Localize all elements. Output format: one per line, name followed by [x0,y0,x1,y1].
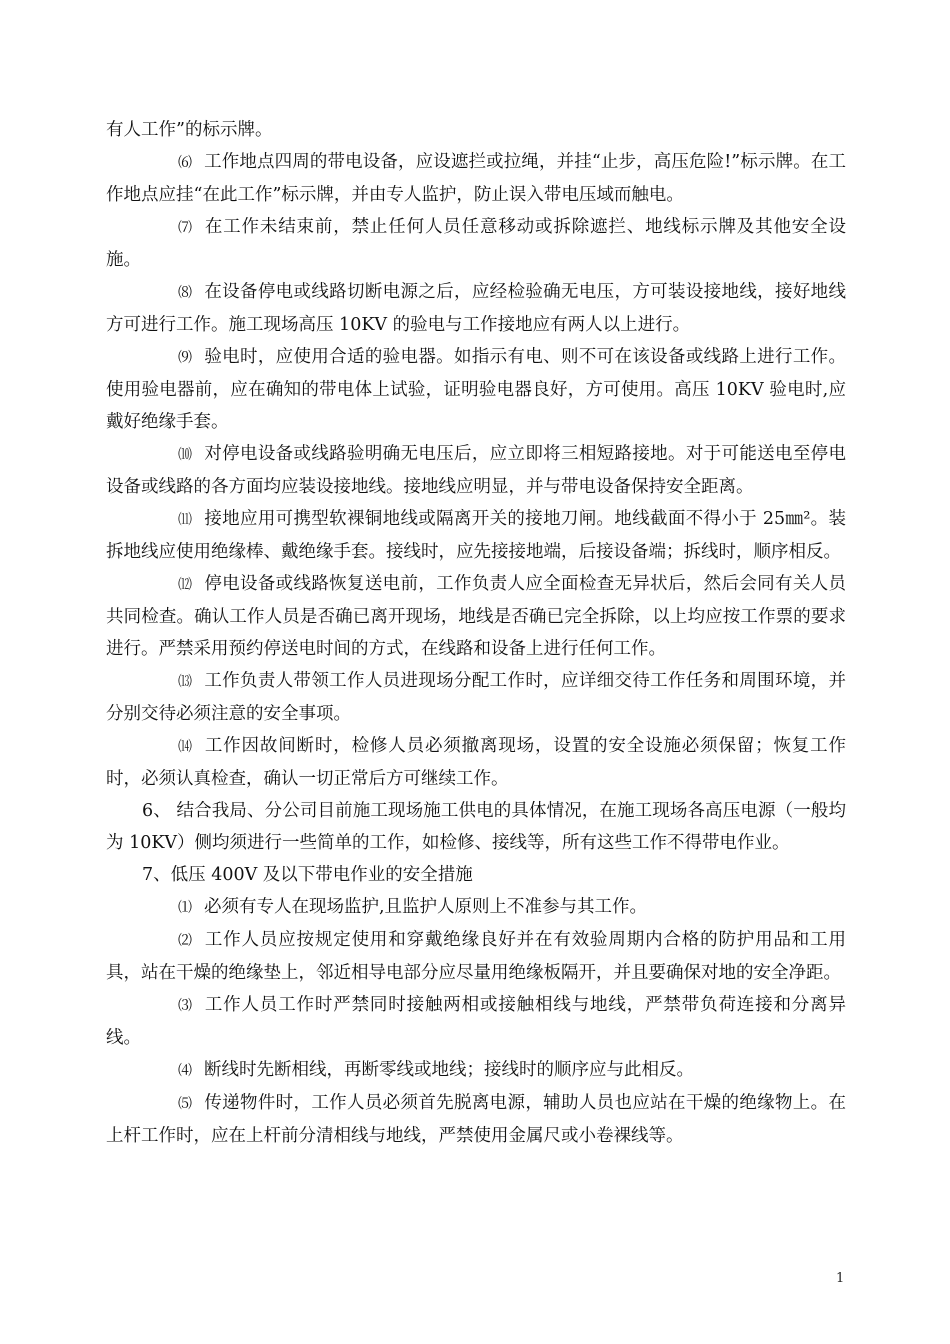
paragraph [106,730,846,795]
item-number: ⑴ [178,900,192,916]
item-number: ⒀ [178,674,192,690]
paragraph [106,146,846,211]
item-number: ⑽ [178,447,192,463]
paragraph-text: 工作负责人带领工作人员进现场分配工作时，应详细交待工作任务和周围环境，并分别交待必须注意的安全事项。 [106,671,846,724]
paragraph [106,568,846,665]
paragraph [106,1054,846,1087]
paragraph-text: 断线时先断相线，再断零线或地线；接线时的顺序应与此相反。 [204,1060,694,1080]
paragraph [106,989,846,1054]
paragraph-text: 工作因故间断时，检修人员必须撤离现场，设置的安全设施必须保留；恢复工作时，必须认真检查，确认一切正常后方可继续工作。 [106,736,846,789]
item-number: ⑼ [178,350,192,366]
paragraph-text: 工作地点四周的带电设备，应设遮拦或拉绳，并挂“止步，高压危险!”标示牌。在工作地点应挂“在此工作”标示牌，并由专人监护，防止误入带电压域而触电。 [106,152,846,205]
item-number: ⑾ [178,512,192,528]
paragraph-text: 验电时，应使用合适的验电器。如指示有电、则不可在该设备或线路上进行工作。使用验电器前，应在确知的带电体上试验，证明验电器良好，方可使用。高压 10KV 验电时,应戴好绝缘手套。 [106,347,846,432]
item-number: ⑷ [178,1063,192,1079]
paragraph-text: 必须有专人在现场监护,且监护人原则上不准参与其工作。 [204,897,648,917]
paragraph-text: 6、 结合我局、分公司目前施工现场施工供电的具体情况，在施工现场各高压电源（一般均为 10KV）侧均须进行一些简单的工作，如检修、接线等，所有这些工作不得带电作业。 [106,801,846,853]
paragraph [106,924,846,989]
paragraph [106,891,846,924]
page-number: 1 [836,1271,845,1286]
paragraph [106,503,846,568]
paragraph [106,276,846,341]
item-number: ⑿ [178,577,192,593]
paragraph [106,114,846,146]
paragraph-text: 对停电设备或线路验明确无电压后，应立即将三相短路接地。对于可能送电至停电设备或线路的各方面均应装设接地线。接地线应明显，并与带电设备保持安全距离。 [106,444,846,497]
paragraph-text: 有人工作”的标示牌。 [106,120,273,140]
item-number: ⑺ [178,220,192,236]
item-number: ⑻ [178,285,192,301]
paragraph-text: 在工作未结束前，禁止任何人员任意移动或拆除遮拦、地线标示牌及其他安全设施。 [106,217,846,270]
paragraph [106,1087,846,1152]
item-number: ⒁ [178,739,192,755]
paragraph-text: 7、低压 400V 及以下带电作业的安全措施 [142,865,473,885]
paragraph-text: 工作人员工作时严禁同时接触两相或接触相线与地线，严禁带负荷连接和分离异线。 [106,995,846,1048]
paragraph-text: 在设备停电或线路切断电源之后，应经检验确无电压，方可装设接地线，接好地线方可进行工作。施工现场高压 10KV 的验电与工作接地应有两人以上进行。 [106,282,846,335]
item-number: ⑸ [178,1096,192,1112]
item-number: ⑵ [178,933,192,949]
item-number: ⑹ [178,155,192,171]
paragraph [106,211,846,276]
paragraph-text: 停电设备或线路恢复送电前，工作负责人应全面检查无异状后，然后会同有关人员共同检查。确认工作人员是否确已离开现场，地线是否确已完全拆除，以上均应按工作票的要求进行。严禁采用预约停送电时间的方式，在线路和设备上进行任何工作。 [106,574,846,659]
paragraph [106,795,846,859]
paragraph [106,665,846,730]
paragraph-text: 接地应用可携型软裸铜地线或隔离开关的接地刀闸。地线截面不得小于 25㎜²。装拆地线应使用绝缘棒、戴绝缘手套。接线时，应先接接地端，后接设备端；拆线时，顺序相反。 [106,509,846,562]
paragraph [106,438,846,503]
paragraph [106,341,846,438]
paragraph-text: 工作人员应按规定使用和穿戴绝缘良好并在有效验周期内合格的防护用品和工用具，站在干燥的绝缘垫上，邻近相导电部分应尽量用绝缘板隔开，并且要确保对地的安全净距。 [106,930,846,983]
paragraph-text: 传递物件时，工作人员必须首先脱离电源，辅助人员也应站在干燥的绝缘物上。在上杆工作时，应在上杆前分清相线与地线，严禁使用金属尺或小卷裸线等。 [106,1093,846,1146]
document-body [106,114,846,1152]
paragraph [106,859,846,891]
item-number: ⑶ [178,998,192,1014]
